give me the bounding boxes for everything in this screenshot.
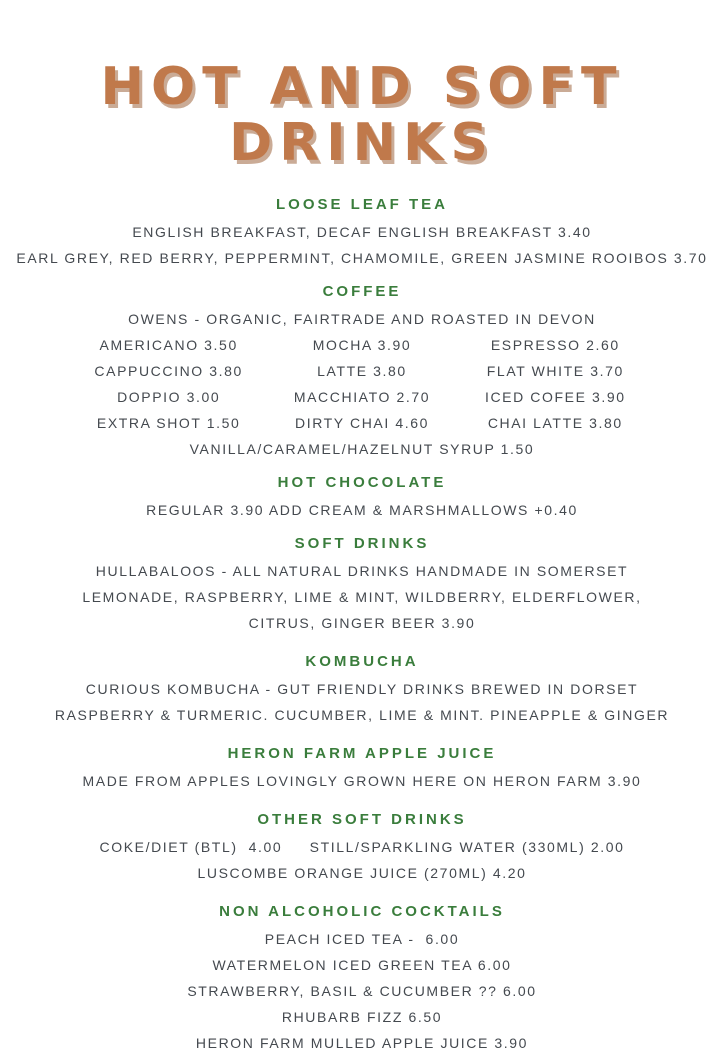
- section-heron-farm-apple-juice: [0, 742, 724, 794]
- menu-line: HULLABALOOS - ALL NATURAL DRINKS HANDMADE IN SOMERSET: [95, 563, 629, 580]
- menu-line: REGULAR 3.90 ADD CREAM & MARSHMALLOWS +0.40: [146, 502, 578, 519]
- menu-line: HERON FARM MULLED APPLE JUICE 3.90: [195, 1035, 529, 1052]
- grid-cell: FLAT WHITE 3.70: [486, 363, 624, 380]
- grid-cell: DOPPIO 3.00: [117, 389, 221, 406]
- grid-cell: AMERICANO 3.50: [99, 337, 238, 354]
- grid-cell: EXTRA SHOT 1.50: [96, 415, 241, 432]
- menu-line: MADE FROM APPLES LOVINGLY GROWN HERE ON HERON FARM 3.90: [82, 773, 642, 790]
- page-title: [0, 57, 724, 173]
- menu-line: EARL GREY, RED BERRY, PEPPERMINT, CHAMOMILE, GREEN JASMINE ROOIBOS 3.70: [16, 250, 708, 267]
- section-heading: KOMBUCHA: [305, 653, 419, 671]
- menu-line: CITRUS, GINGER BEER 3.90: [248, 615, 476, 632]
- menu-line: VANILLA/CARAMEL/HAZELNUT SYRUP 1.50: [189, 441, 535, 458]
- section-non-alcoholic-cocktails: [0, 900, 724, 1056]
- menu-line: RHUBARB FIZZ 6.50: [281, 1009, 443, 1026]
- title-line-1: HOT AND SOFT: [100, 57, 624, 117]
- section-kombucha: [0, 650, 724, 728]
- section-heading: NON ALCOHOLIC COCKTAILS: [219, 903, 505, 921]
- section-heading: LOOSE LEAF TEA: [275, 196, 448, 214]
- menu-line: PEACH ICED TEA - 6.00: [264, 931, 460, 948]
- section-coffee: [0, 280, 724, 462]
- grid-cell: DIRTY CHAI 4.60: [295, 415, 429, 432]
- section-heading: SOFT DRINKS: [294, 535, 430, 553]
- menu-line: ENGLISH BREAKFAST, DECAF ENGLISH BREAKFAST 3.40: [132, 224, 592, 241]
- menu-line: RASPBERRY & TURMERIC. CUCUMBER, LIME & MINT. PINEAPPLE & GINGER: [54, 707, 670, 724]
- grid-cell: CHAI LATTE 3.80: [487, 415, 623, 432]
- coffee-price-grid: [72, 332, 652, 436]
- grid-cell: ICED COFEE 3.90: [484, 389, 626, 406]
- section-hot-chocolate: [0, 471, 724, 523]
- menu-line: OWENS - ORGANIC, FAIRTRADE AND ROASTED IN DEVON: [128, 311, 596, 328]
- menu-line: LUSCOMBE ORANGE JUICE (270ML) 4.20: [197, 865, 527, 882]
- grid-cell: CAPPUCCINO 3.80: [94, 363, 243, 380]
- menu-line: WATERMELON ICED GREEN TEA 6.00: [212, 957, 512, 974]
- section-heading: HERON FARM APPLE JUICE: [227, 745, 497, 763]
- title-line-2: DRINKS: [229, 112, 495, 173]
- grid-cell: ESPRESSO 2.60: [490, 337, 620, 354]
- menu-line: CURIOUS KOMBUCHA - GUT FRIENDLY DRINKS BREWED IN DORSET: [85, 681, 639, 698]
- section-soft-drinks: [0, 532, 724, 636]
- menu-line: STRAWBERRY, BASIL & CUCUMBER ?? 6.00: [187, 983, 537, 1000]
- menu-line: COKE/DIET (BTL) 4.00 STILL/SPARKLING WATER (330ML) 2.00: [99, 839, 625, 856]
- grid-cell: LATTE 3.80: [317, 363, 407, 380]
- section-heading: HOT CHOCOLATE: [277, 474, 447, 492]
- section-loose-leaf-tea: [0, 193, 724, 271]
- grid-cell: MACCHIATO 2.70: [293, 389, 431, 406]
- section-heading: COFFEE: [322, 283, 402, 301]
- section-heading: OTHER SOFT DRINKS: [257, 811, 467, 829]
- menu-line: LEMONADE, RASPBERRY, LIME & MINT, WILDBERRY, ELDERFLOWER,: [82, 589, 642, 606]
- section-other-soft-drinks: [0, 808, 724, 886]
- grid-cell: MOCHA 3.90: [312, 337, 412, 354]
